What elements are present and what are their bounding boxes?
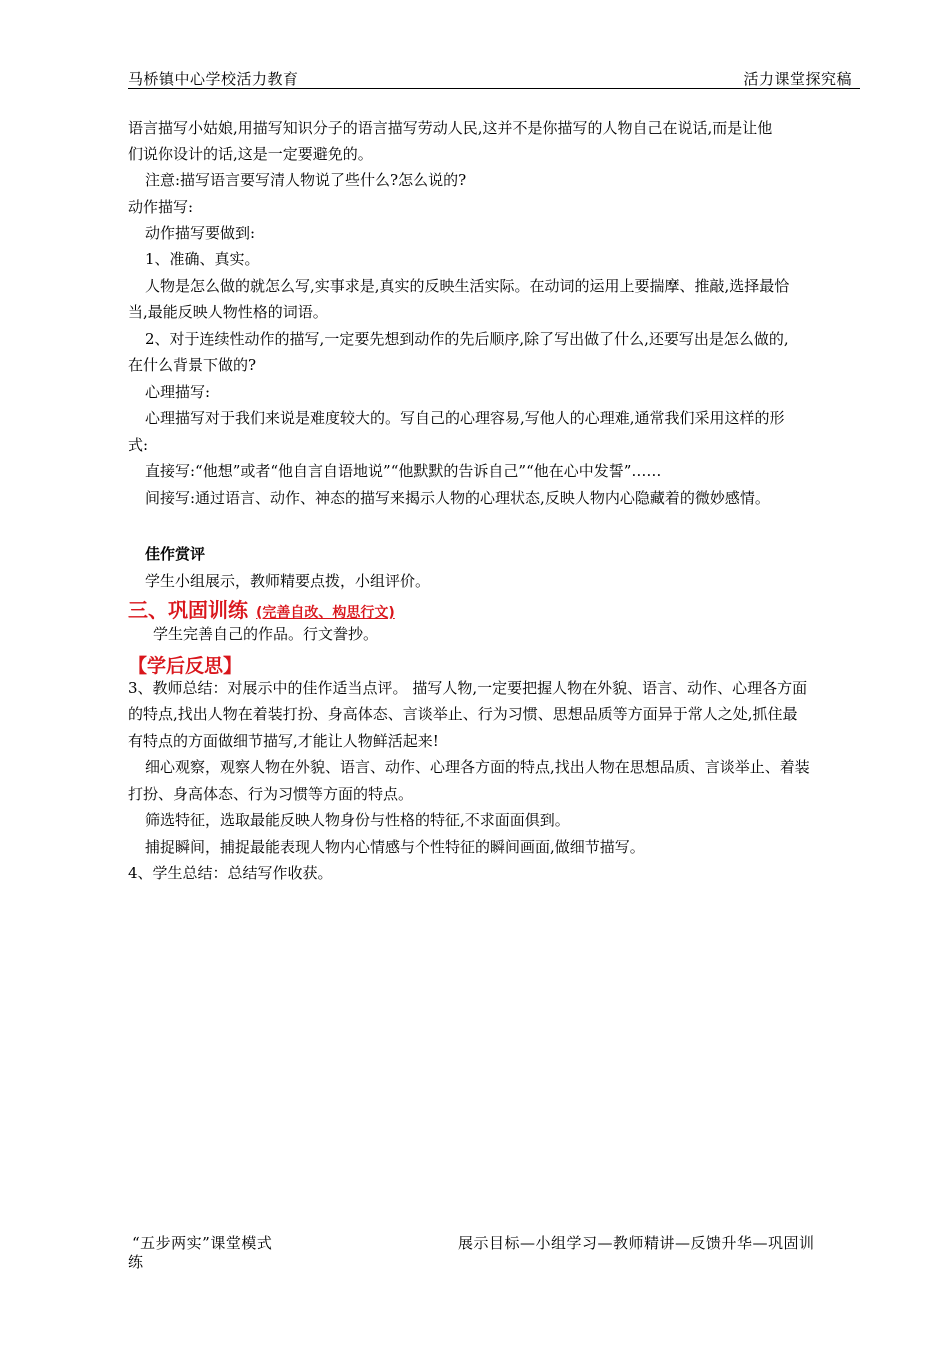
section-3-title: 三、巩固训练	[128, 598, 248, 622]
body-line-23: 打扮、身高体态、行为习惯等方面的特点。	[128, 785, 414, 803]
section-3-heading	[128, 594, 395, 623]
header-doc-type: 活力课堂探究稿	[743, 70, 852, 88]
body-line-24: 筛选特征，选取最能反映人物身份与性格的特征,不求面面俱到。	[145, 811, 570, 829]
body-line-11: 心理描写:	[145, 383, 211, 401]
subsection-title: 佳作赏评	[145, 545, 206, 563]
footer-steps: 展示目标—小组学习—教师精讲—反馈升华—巩固训	[458, 1234, 815, 1252]
footer-steps-wrap: 练	[128, 1253, 144, 1271]
body-line-10: 在什么背景下做的?	[128, 356, 257, 374]
body-line-20: 的特点,找出人物在着装打扮、身高体态、言谈举止、行为习惯、思想品质等方面异于常人之处,抓住最	[128, 705, 798, 723]
body-line-4: 动作描写:	[128, 198, 194, 216]
body-line-17: 学生小组展示，教师精要点拨，小组评价。	[145, 572, 431, 590]
body-line-8: 当,最能反映人物性格的词语。	[128, 303, 328, 321]
page-header	[128, 66, 860, 89]
body-line-3: 注意:描写语言要写清人物说了些什么?怎么说的?	[145, 171, 467, 189]
body-line-21: 有特点的方面做细节描写,才能让人物鲜活起来!	[128, 732, 439, 750]
body-line-22: 细心观察，观察人物在外貌、语言、动作、心理各方面的特点,找出人物在思想品质、言谈举止、着装	[145, 758, 810, 776]
body-line-14: 直接写:“他想”或者“他自言自语地说”“他默默的告诉自己”“他在心中发誓”……	[145, 462, 662, 480]
body-line-2: 们说你设计的话,这是一定要避免的。	[128, 145, 373, 163]
section-3-subtitle: (完善自改、构思行文)	[256, 605, 395, 621]
body-line-15: 间接写:通过语言、动作、神态的描写来揭示人物的心理状态,反映人物内心隐藏着的微妙感情。	[145, 489, 770, 507]
body-line-6: 1、准确、真实。	[145, 250, 260, 268]
body-line-9: 2、对于连续性动作的描写,一定要先想到动作的先后顺序,除了写出做了什么,还要写出是怎么做的,	[145, 330, 789, 348]
body-line-19: 3、教师总结：对展示中的佳作适当点评。 描写人物,一定要把握人物在外貌、语言、动作、心理各方面	[128, 679, 808, 697]
footer-mode: “五步两实”课堂模式	[132, 1234, 273, 1252]
header-school: 马桥镇中心学校活力教育	[128, 70, 299, 88]
body-line-18: 学生完善自己的作品。行文誊抄。	[153, 625, 379, 643]
body-line-13: 式:	[128, 436, 149, 454]
body-line-25: 捕捉瞬间，捕捉最能表现人物内心情感与个性特征的瞬间画面,做细节描写。	[145, 838, 645, 856]
body-line-7: 人物是怎么做的就怎么写,实事求是,真实的反映生活实际。在动词的运用上要揣摩、推敲,选择最恰	[145, 277, 790, 295]
body-line-26: 4、学生总结：总结写作收获。	[128, 864, 333, 882]
body-line-12: 心理描写对于我们来说是难度较大的。写自己的心理容易,写他人的心理难,通常我们采用这样的形	[145, 409, 785, 427]
body-line-1: 语言描写小姑娘,用描写知识分子的语言描写劳动人民,这并不是你描写的人物自己在说话,而是让他	[128, 119, 773, 137]
body-line-5: 动作描写要做到:	[145, 224, 256, 242]
reflection-heading: 【学后反思】	[128, 655, 243, 677]
